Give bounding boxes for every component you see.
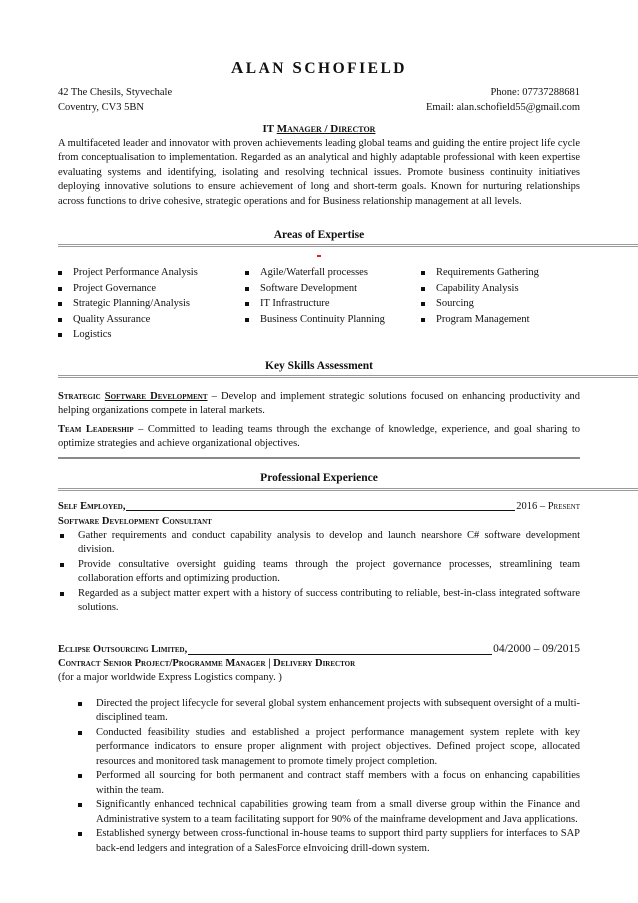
list-item: Regarded as a subject matter expert with a history of success contributing to reliable, best-in-class integrated software solutions. [58,587,580,616]
red-mark [317,255,321,257]
bullet-icon [58,318,62,322]
profile-summary: A multifaceted leader and innovator with proven achievements leading global teams and guiding the entire project life cycle from conceptualisation to implementation. Regarded as an analytical and highly adaptable professional with keen expertise evaluating systems and identifying, isolating and resolving technical issues. Promote business continuity initiatives deploying innovative solutions to ensure achievement of long and short-term goals. Known for nurturing relationships across functions to drive cohesive, strategic operations and for Business relationship management at all levels. [58,138,580,207]
skill-software-development: Strategic Software Development – Develop and implement strategic solutions focused on enhancing productivity and helping organizations compete in lateral markets. [58,391,580,417]
bullet-icon [58,333,62,337]
bullet-icon [60,534,64,538]
divider [58,375,638,378]
list-item: Agile/Waterfall processes [245,266,421,282]
job-2-role: Contract Senior Project/Programme Manager | Delivery Director [58,658,356,669]
bullet-icon [58,302,62,306]
job-1-role: Software Development Consultant [58,516,212,527]
list-item: Project Performance Analysis [58,266,245,282]
candidate-name: ALAN SCHOFIELD [230,58,408,77]
job-2-note: (for a major worldwide Express Logistics company. ) [58,672,282,683]
expertise-list [58,266,580,344]
job-1-header [58,500,580,514]
job-1-dates: 2016 – Present [516,501,580,512]
contact-block [58,86,580,116]
bullet-icon [421,287,425,291]
bullet-icon [78,702,82,706]
bullet-icon [78,832,82,836]
job-1-company: Self Employed, [58,501,126,512]
bullet-icon [78,731,82,735]
expertise-column-2 [245,266,421,344]
list-item: Established synergy between cross-functional in-house teams to support third party suppliers for interfaces to SAP back-end ledgers and integration of a SalesForce eInvoicing drill-down system. [76,827,580,856]
phone: Phone: 07737288681 [490,87,580,98]
list-item: Directed the project lifecycle for several global system enhancement projects with subsequent oversight of a multi-disciplined team. [76,697,580,726]
list-item: Gather requirements and conduct capability analysis to develop and launch nearshore C# software development division. [58,529,580,558]
leader-line [188,654,492,655]
leader-line [126,510,515,511]
bullet-icon [421,302,425,306]
resume-page [58,0,580,903]
list-item: Provide consultative oversight guiding teams through the project governance processes, streamlining team collaboration efforts and optimizing production. [58,558,580,587]
bullet-icon [58,271,62,275]
bullet-icon [245,302,249,306]
job-2-dates: 04/2000 – 09/2015 [493,643,580,655]
divider [58,457,580,459]
bullet-icon [245,271,249,275]
bullet-icon [60,563,64,567]
bullet-icon [421,271,425,275]
list-item: Quality Assurance [58,313,245,329]
list-item: Performed all sourcing for both permanent and contract staff members with a focus on enhancing capabilities within the team. [76,769,580,798]
email: Email: alan.schofield55@gmail.com [425,102,580,113]
list-item: IT Infrastructure [245,297,421,313]
skills-heading: Key Skills Assessment [265,360,373,372]
job-2-header [58,642,580,658]
divider [58,488,638,491]
bullet-icon [78,774,82,778]
job-title-heading: IT Manager / Director [262,123,376,135]
bullet-icon [78,803,82,807]
list-item: Capability Analysis [421,282,580,298]
expertise-column-3 [421,266,580,344]
job-1-bullets [58,529,580,616]
address-line-1: 42 The Chesils, Styvechale [58,87,173,98]
list-item: Significantly enhanced technical capabilities growing team from a small diverse group within the Finance and Administrative system to a team facilitating support for 90% of the mainframe development and Java applications. [76,798,580,827]
bullet-icon [245,287,249,291]
expertise-heading: Areas of Expertise [273,229,365,241]
list-item: Business Continuity Planning [245,313,421,329]
list-item: Logistics [58,328,245,344]
list-item: Sourcing [421,297,580,313]
skill-team-leadership: Team Leadership – Committed to leading teams through the exchange of knowledge, experience, and goal sharing to optimize strategies and achieve organizational objectives. [58,424,580,450]
bullet-icon [58,287,62,291]
list-item: Strategic Planning/Analysis [58,297,245,313]
bullet-icon [60,592,64,596]
bullet-icon [421,318,425,322]
list-item: Project Governance [58,282,245,298]
expertise-column-1 [58,266,245,344]
list-item: Program Management [421,313,580,329]
list-item: Conducted feasibility studies and established a project performance management system replete with key performance indicators to ensure proper alignment with project objectives. Defined project scope, allocated resources and monitored task management to promote timely project completion. [76,726,580,769]
bullet-icon [245,318,249,322]
job-2-company: Eclipse Outsourcing Limited, [58,644,188,656]
list-item: Requirements Gathering [421,266,580,282]
experience-heading: Professional Experience [260,472,378,484]
list-item: Software Development [245,282,421,298]
address-line-2: Coventry, CV3 5BN [58,102,144,113]
job-2-bullets [76,697,580,856]
divider [58,244,638,247]
